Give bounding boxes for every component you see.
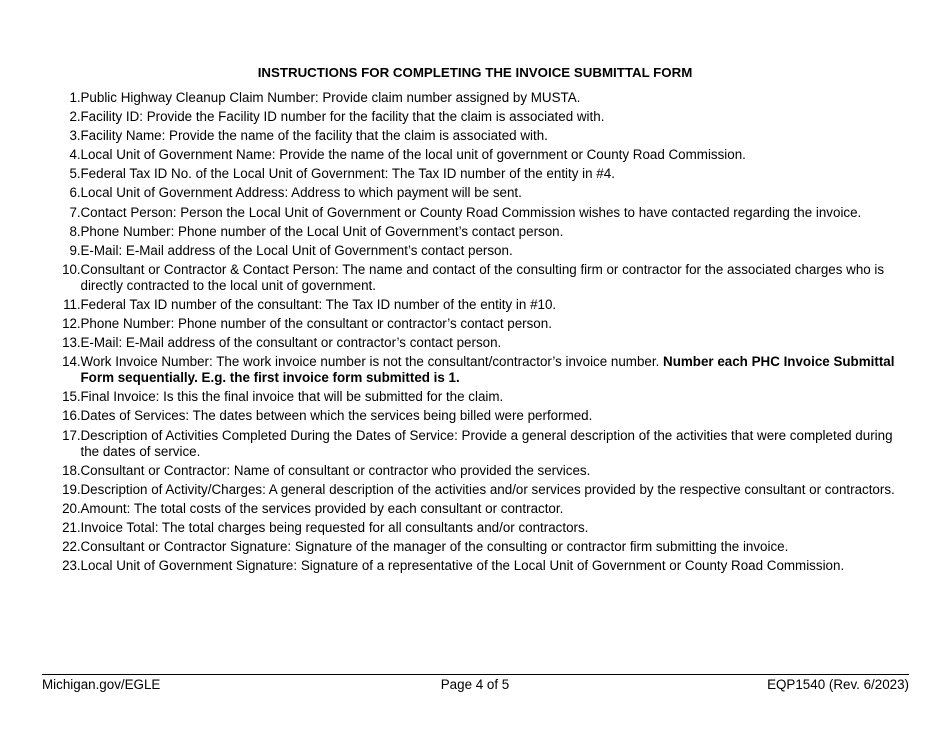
item-text: Phone Number: Phone number of the consultant or contractor’s contact person.: [80, 316, 552, 332]
item-number: 11.: [63, 296, 81, 312]
item-number: 2.: [69, 109, 81, 125]
item-number: 23.: [62, 558, 81, 574]
item-text: Contact Person: Person the Local Unit of Government or County Road Commission wishes to have contacted regarding the invoice.: [80, 204, 862, 220]
item-number: 17.: [62, 427, 81, 443]
item-number: 10.: [62, 261, 81, 277]
list-item: [42, 539, 922, 555]
footer-website: Michigan.gov/EGLE: [42, 677, 161, 692]
list-item: [42, 205, 922, 221]
item-text-bold: Number each PHC Invoice Submittal Form sequentially. E.g. the first invoice form submitted is 1.: [80, 354, 895, 386]
list-item: [42, 185, 922, 201]
item-number: 6.: [69, 185, 81, 201]
item-number: 8.: [69, 223, 81, 239]
list-item: [42, 243, 922, 259]
footer-page-number: Page 4 of 5: [440, 677, 510, 692]
item-text-plain: Work Invoice Number: The work invoice number is not the consultant/contractor’s invoice number.: [80, 354, 664, 370]
item-text: Federal Tax ID No. of the Local Unit of Government: The Tax ID number of the entity in #4.: [80, 166, 615, 182]
instructions-list: [42, 90, 922, 577]
list-item: [42, 335, 922, 351]
list-item: [42, 90, 922, 106]
list-item: [42, 166, 922, 182]
item-number: 15.: [62, 389, 81, 405]
item-number: 5.: [69, 166, 81, 182]
item-text: Invoice Total: The total charges being requested for all consultants and/or contractors.: [80, 519, 589, 535]
item-number: 4.: [69, 147, 81, 163]
item-number: 19.: [62, 481, 81, 497]
item-text: Consultant or Contractor Signature: Signature of the manager of the consulting or contractor firm submitting the invoice.: [80, 538, 789, 554]
item-text: E-Mail: E-Mail address of the consultant or contractor’s contact person.: [80, 335, 502, 351]
item-text: Consultant or Contractor: Name of consultant or contractor who provided the services.: [80, 462, 591, 478]
item-text: Phone Number: Phone number of the Local Unit of Government’s contact person.: [80, 223, 564, 239]
page-title: INSTRUCTIONS FOR COMPLETING THE INVOICE SUBMITTAL FORM: [257, 65, 693, 80]
item-text: Dates of Services: The dates between which the services being billed were performed.: [80, 408, 593, 424]
item-number: 18.: [62, 462, 81, 478]
list-item: [42, 316, 922, 332]
list-item: [42, 354, 922, 386]
item-text: E-Mail: E-Mail address of the Local Unit of Government’s contact person.: [80, 242, 513, 258]
item-number: 1.: [69, 90, 81, 105]
item-number: 9.: [69, 242, 81, 258]
list-item: [42, 428, 922, 460]
item-text: [81, 354, 923, 386]
item-text: Consultant or Contractor & Contact Person: The name and contact of the consulting firm or contractor for the associated charges who is directly contracted to the local unit of government.: [80, 261, 885, 293]
list-item: [42, 482, 922, 498]
list-item: [42, 224, 922, 240]
footer-form-id: EQP1540 (Rev. 6/2023): [767, 677, 909, 692]
item-text: Public Highway Cleanup Claim Number: Provide claim number assigned by MUSTA.: [80, 90, 581, 105]
list-item: [42, 501, 922, 517]
list-item: [42, 463, 922, 479]
item-text: Local Unit of Government Name: Provide the name of the local unit of government or County Road Commission.: [80, 147, 746, 163]
item-text: Facility Name: Provide the name of the facility that the claim is associated with.: [80, 128, 548, 144]
item-text: Final Invoice: Is this the final invoice that will be submitted for the claim.: [80, 389, 504, 405]
list-item: [42, 109, 922, 125]
item-number: 21.: [62, 519, 81, 535]
item-text: Facility ID: Provide the Facility ID number for the facility that the claim is associated with.: [80, 109, 605, 125]
item-number: 22.: [62, 538, 81, 554]
item-number: 3.: [69, 128, 81, 144]
item-text: Amount: The total costs of the services provided by each consultant or contractor.: [80, 500, 564, 516]
item-number: 13.: [62, 335, 81, 351]
item-number: 20.: [62, 500, 81, 516]
footer-divider: [42, 674, 909, 675]
item-text: Local Unit of Government Address: Address to which payment will be sent.: [80, 185, 522, 201]
list-item: [42, 408, 922, 424]
list-item: [42, 262, 922, 294]
item-text: Federal Tax ID number of the consultant: The Tax ID number of the entity in #10.: [80, 296, 557, 312]
item-number: 12.: [62, 316, 81, 332]
item-number: 16.: [62, 408, 81, 424]
list-item: [42, 128, 922, 144]
item-text: Description of Activity/Charges: A general description of the activities and/or services provided by the respective consultant or contractors.: [80, 481, 895, 497]
list-item: [42, 297, 922, 313]
item-text-line-2: the dates of service.: [80, 443, 201, 459]
list-item: [42, 389, 922, 405]
item-text: Local Unit of Government Signature: Signature of a representative of the Local Unit of Government or County Road Commission.: [80, 558, 845, 574]
list-item: [42, 558, 922, 574]
list-item: [42, 147, 922, 163]
item-number: 14.: [62, 354, 81, 370]
list-item: [42, 520, 922, 536]
item-number: 7.: [69, 204, 81, 220]
item-text: [81, 428, 923, 460]
item-text-line-1: Description of Activities Completed During the Dates of Service: Provide a general description of the activities that were completed during: [80, 427, 893, 443]
